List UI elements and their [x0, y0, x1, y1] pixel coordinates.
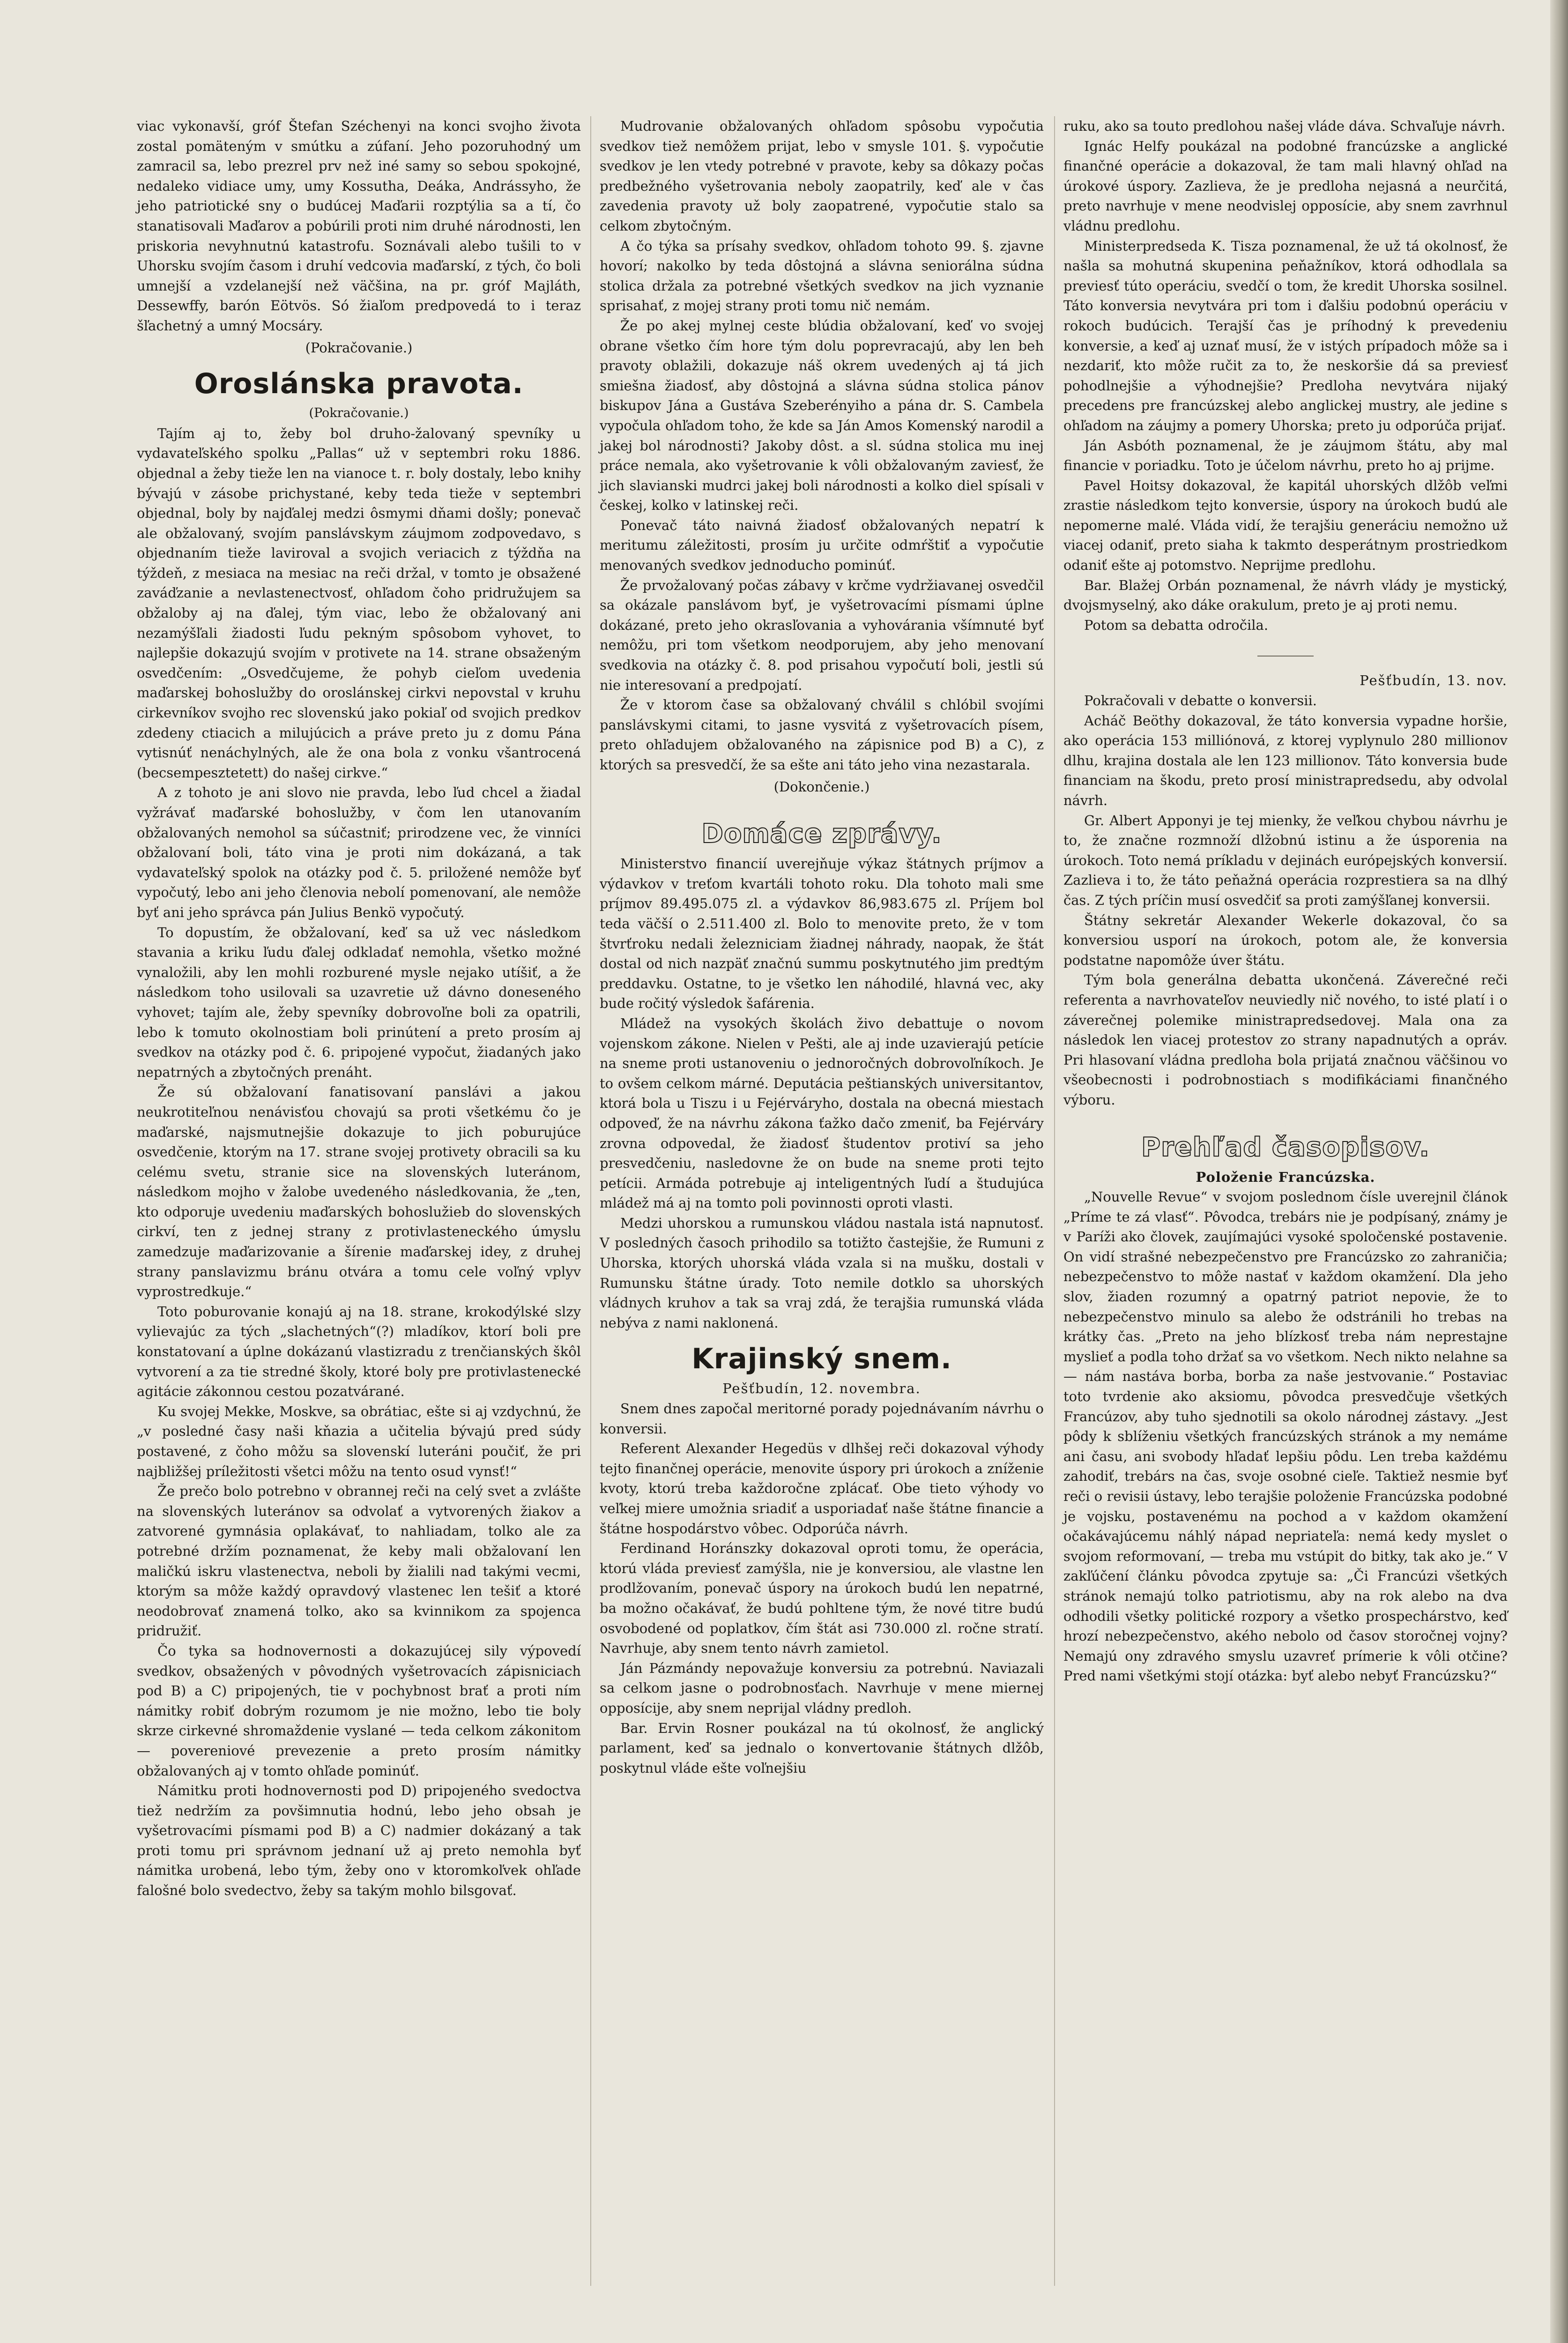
column-rule	[590, 116, 591, 2286]
paragraph: A z tohoto je ani slovo nie pravda, lebo ľud chcel a žiadal vyžrávať maďarské bohoslužby, v čom len utanovaním obžalovaných nemohol sa súčastniť; prirodzene vec, že vinníci obžalovaní boli, táto vina je proti nim dokázaná, a tak vydavateľský spolok na otázky pod č. 5. priložené nemôže byť vypočutý, lebo ani jeho členovia nebolí pomenovaní, ale nemôže byť ani jeho správca pán Julius Benkö vypočutý.	[137, 784, 581, 920]
paragraph: Ferdinand Horánszky dokazoval oproti tomu, že operácia, ktorú vláda previesť zamýšla, nie je konversiou, ale vlastne len prodlžovaním, ponevač úspory na úrokoch budú len nepatrné, ba možno očakávať, že budú pohltene tým, že nové titre budú osvobodené od poplatkov, čím štát asi 730.000 zl. ročne stratí. Navrhuje, aby snem tento návrh zamietol.	[600, 1540, 1044, 1657]
paragraph: Ku svojej Mekke, Moskve, sa obrátiac, ešte si aj vzdychnú, že „v posledné časy naši kňazia a učitelia bývajú pred súdy postavené, z čoho môžu sa slovenskí luteráni poučiť, že pri najbližšej príležitosti všetci môžu na tento osud vynsť!“	[137, 1403, 581, 1479]
conclusion-note: (Dokončenie.)	[773, 778, 870, 795]
paragraph: viac vykonavší, gróf Štefan Széchenyi na konci svojho života zostal pomäteným v smútku a zúfaní. Jeho pozoruhodný um zamracil sa, lebo prezrel prv než iné samy so sebou spokojné, nedaleko vidiace umy, umy Kossutha, Deáka, Andrássyho, že jeho patriotické sny o budúcej Maďarii rozptýlia sa a tí, čo stanatisovali Maďarov a pobúrili proti nim druhé národnosti, len priskoria nevyhnutnú katastrofu. Soznávali alebo tušili to v Uhorsku svojím časom i druhí vedcovia maďarskí, z tých, čo boli umnejší a vzdelanejší než väčšina, na pr. gróf Majláth, Dessewffy, barón Eötvös. Só žiaľom predpovedá to i teraz šľachetný a umný Mocsáry.	[137, 118, 581, 334]
paragraph: Čo tyka sa hodnovernosti a dokazujúcej sily výpovedí svedkov, obsažených v pôvodných vyšetrovacích zápisniciach pod B) a C) pripojených, tie v pochybnost brať a proti ním námitky robiť dobrým rozumom je nie možno, lebo tie boly skrze cirkevné shromaždenie vyslané — teda celkom zákonitom — povereniové prevezenie a preto prosím námitky obžalovaných aj v tomto ohľade pominúť.	[137, 1642, 581, 1779]
paragraph: Ján Pázmándy nepovažuje konversiu za potrebnú. Naviazali sa celkom jasne o podrobnosťach. Navrhuje v mene miernej opposícije, aby snem neprijal vládny predloh.	[600, 1660, 1044, 1716]
paragraph: Pavel Hoitsy dokazoval, že kapitál uhorských dlžôb veľmi zrastie následkom tejto konversie, úspory na úrokoch budú ale nepomerne malé. Vláda vidí, že terajšiu generáciu nemožno už viacej odaniť, preto siaha k takmto desperátnym prostriedkom odaniť ešte aj potomstvo. Neprijme predlohu.	[1063, 477, 1508, 574]
paragraph: Námitku proti hodnovernosti pod D) pripojeného svedoctva tiež nedržím za povšimnutia hodnú, lebo jeho obsah je vyšetrovacími písmami pod B) a C) nadmier dokázaný a tak proti tomu pri správnom jednaní už aj preto nemohla byť námitka urobená, lebo tým, žeby ono v ktoromkoľvek ohľade falošné bolo svedectvo, žeby sa takým mohlo bilsgovať.	[137, 1783, 581, 1899]
newspaper-page	[137, 116, 1509, 2291]
scan-edge	[1550, 0, 1568, 2343]
paragraph: „Nouvelle Revue“ v svojom poslednom čísle uverejnil článok „Príme te zá vlasť“. Pôvodca, trebárs nie je podpísaný, známy je v Paríži ako človek, zaujímajúci vysoké spoločenské postavenie. On vidí strašné nebezpečenstvo pre Francúzsko zo zahraničia; nebezpečenstvo to môže nastať v každom okamžení. Dla jeho slov, žiaden rozumný a opatrný patriot nepovie, že to nebezpečenstvo minulo sa alebo že odstránili ho trebas na krátky čas. „Preto na jeho blízkosť treba nám neprestajne myslieť a podla toho držať sa vo všetkom. Nech nikto nelahne sa — nám nastáva borba, borba za naše jestvovanie.“ Postaviac toto tvrdenie ako aksiomu, pôvodca presvedčuje všetkých Francúzov, aby tuho sjednotili sa okolo národnej zástavy. „Jest pôdy k sblíženiu všetkých francúzských stránok a my nemáme ani času, ani svobody hľadať lepšiu pôdu. Len treba každému zahodiť, trebárs na čas, svoje osobné cieľe. Taktiež nesmie byť reči o revisii ústavy, lebo terajšie položenie Francúzska podobné je vojsku, postavenému na pochod a v každom okamžení očakávajúcemu náhlý nápad nepriateľa: nemá kedy myslet o svojom reformovaní, — treba mu vstúpit do bitky, tak ako je.“ V zakľúčení článku pôvodca zpytuje sa: „Či Francúzi všetkých stránok nemajú tolko patriotismu, aby na rok alebo na dva odhodili všetky politické rozpory a všetko prospechárstvo, keď hrozí nebezpečenstvo, akého nebolo od časov storočnej vojny? Nemajú ony zdravého smyslu uzavreť prímerie k vôli otčine? Pred nami všetkými stojí otázka: byť alebo nebyť Francúzsku?“	[1063, 1189, 1508, 1684]
paragraph: A čo týka sa prísahy svedkov, ohľadom tohoto 99. §. zjavne hovorí; nakolko by teda dôstojná a slávna seniorálna súdna stolica držala za potrebné všetkých svedkov na jich vyznanie sprisahať, z mojej strany proti tomu nič nemám.	[600, 238, 1044, 314]
paragraph: Že v ktorom čase sa obžalovaný chválil s chlóbil svojími panslávskymi citami, to jasne vysvitá z vyšetrovacích písem, preto ohľadujem obžalovaného na zápisnice pod B) a C), z ktorých sa presvedčí, že sa ešte ani táto jeho vina nezastarala.	[600, 697, 1044, 773]
dateline: Pešťbudín, 13. nov.	[1360, 672, 1508, 689]
paragraph: Bar. Ervin Rosner poukázal na tú okolnosť, že anglický parlament, keď sa jednalo o konvertovanie štátnych dlžôb, poskytnul vláde ešte voľnejšiu	[600, 1720, 1044, 1776]
paragraph: Ministerstvo financií uverejňuje výkaz štátnych príjmov a výdavkov v treťom kvartáli tohoto roku. Dla tohoto mali sme príjmov 89.495.075 zl. a výdavkov 86,983.675 zl. Príjem bol teda väčší o 2.511.400 zl. Bolo to menovite preto, že v tom štvrťroku nedali železniciam žiadnej náhrady, naopak, že štát dostal od nich nazpäť značnú summu poskytnutého jim predtým preddavku. Ostatne, to je všetko len náhodilé, hlavná vec, aky bude ročitý výsledok šafárenia.	[600, 856, 1044, 1012]
separator	[1257, 656, 1314, 657]
paragraph: Mudrovanie obžalovaných ohľadom spôsobu vypočutia svedkov tiež nemôžem prijat, lebo v smysle 101. §. vypočutie svedkov je len vtedy potrebné v pravote, keby sa dôkazy počas predbežného vyšetrovania neboly zaopatrily, keď ale v čas zavedenia pravoty už boly zaopatrené, vypočutie stalo sa celkom zbytočným.	[600, 118, 1044, 234]
paragraph: Ponevač táto naivná žiadosť obžalovaných nepatrí k meritumu záležitosti, prosím ju určite odmŕštiť a vypočutie menovaných svedkov jednoducho pominúť.	[600, 517, 1044, 574]
section-heading-diet: Krajinský snem.	[691, 1343, 952, 1376]
paragraph: Že prečo bolo potrebno v obrannej reči na celý svet a zvlášte na slovenských luteránov sa odvolať a vytvorených žiakov a zatvorené gymnásia oplakávať, to nahliadam, tolko ale za potrebné držím poznamenat, že keby mali obžalovaní len maličkú iskru vlastenectva, neboli by žialili nad takými vecmi, ktorým sa môže každý opravdový vlastenec len tešiť a ktoré neodobrovať znamená tolko, ako sa kvinnikom za spojenca pridružiť.	[137, 1483, 581, 1639]
paragraph: Že po akej mylnej ceste blúdia obžalovaní, keď vo svojej obrane všetko čím hore tým dolu poprevracajú, aby len beh pravoty oblažili, dokazuje náš okrem uvedených aj tá jich smiešna žiadosť, aby dôstojná a slávna súdna stolica pánov biskupov Jána a Gustáva Szeberényiho a pána dr. S. Cambela vypočula ohľadom toho, že kde sa Ján Amos Komenský narodil a jakej bol národnosti? Jakoby dôst. a sl. súdna stolica mu inej práce nemala, ako vyšetrovanie k vôli obžalovaným zaviesť, že jich slavianski mudrci jakej boli národnosti a kolko diel spísali v českej, kolko v latinskej reči.	[600, 317, 1044, 514]
continuation-note: (Pokračovanie.)	[305, 339, 413, 356]
column-2	[600, 116, 1044, 1778]
paragraph: Tajím aj to, žeby bol druho-žalovaný spevníky u vydavateľského spolku „Pallas“ už v septembri roku 1886. objednal a žeby tieže len na vianoce t. r. boly dostaly, lebo knihy bývajú v zásobe prichystané, keby teda tieže v septembri objednal, boly by najďalej medzi ôsmymi dňami došly; ponevač ale obžalovaný, svojím panslávskym záujmom zodpovedavo, s objednaním tieže laviroval a svojich veriacich z týždňa na týždeň, z mesiaca na mesiac na reči držal, v tomto je obsažené zaváďzanie a nevlastenectvosť, ohľadom čoho pridružujem sa obžaloby aj na ďalej, tým viac, lebo že obžalovaný ani nezamýšľali žiadosti ľudu pekným spôsobom vyhovet, to najlepšie dokazujú svojím v protivete na 14. strane obsaženým osvedčením: „Osvedčujeme, že pohyb cieľom uvedenia maďarskej bohoslužby do oroslánskej cirkvi nepovstal v kruhu cirkevníkov svojho rec slovenskú jako pokiaľ od svojich predkov zdedeny ctiacich a milujúcich a práve preto ju z domu Pána vytisnúť nenáchylných, ale že ona bola z vonku všantrocená (becsempesztetett) do našej cirkve.“	[137, 425, 581, 781]
paragraph: Ignác Helfy poukázal na podobné francúzske a anglické finančné operácie a dokazoval, že tam mali hlavný ohľad na úrokové úspory. Zazlieva, že je predloha nejasná a neurčitá, preto navrhuje v mene neodvislej opposície, aby snem zavrhnul vládnu predlohu.	[1063, 138, 1508, 234]
article-heading: Oroslánska pravota.	[194, 367, 524, 401]
paragraph: Potom sa debatta odročila.	[1084, 617, 1269, 633]
paragraph: Snem dnes započal meritorné porady pojednávaním návrhu o konversii.	[600, 1401, 1044, 1437]
paragraph: Acháč Beöthy dokazoval, že táto konversia vypadne horšie, ako operácia 153 milliónová, z ktorej vyplynulo 280 millionov dlhu, krajina dostala ale len 123 millionov. Táto konversia bude financiam na škodu, preto prosí ministrapredsedu, aby odvolal návrh.	[1063, 712, 1508, 808]
paragraph: Že prvožalovaný počas zábavy v krčme vydržiavanej osvedčil sa okázale panslávom byť, je vyšetrovacími písmami úplne dokázané, preto jeho okrasľovania a vyhovárania všímnuté byť nemôžu, pri tom všetkom neodporujem, aby jeho menovaní svedkovia na otázky č. 8. pod prisahou vypočutí boli, jestli sú nie interesovaní a predpojatí.	[600, 577, 1044, 693]
column-1	[137, 116, 581, 1901]
column-3	[1063, 116, 1508, 1686]
paragraph: Bar. Blažej Orbán poznamenal, že návrh vlády je mystický, dvojsmyselný, ako dáke orakulum, preto je aj proti nemu.	[1063, 577, 1508, 613]
paragraph: Pokračovali v debatte o konversii.	[1084, 693, 1317, 709]
paragraph: Toto poburovanie konajú aj na 18. strane, krokodýlské slzy vylievajúc za tých „slachetných“(?) mladíkov, ktorí boli pre konstatovaní a úplne dokázanú vlastizradu z trenčianských škôl vytvorení a za tie stredné školy, ktoré boly pre protivlastenecké agitácie zákonnou cestou pozatvárané.	[137, 1303, 581, 1400]
paragraph: Gr. Albert Apponyi je tej mienky, že veľkou chybou návrhu je to, že značne rozmnoží dlžobnú istinu a že úsporenia na úrokoch. Toto nemá príkladu v dejinách európejských konversií. Zazlieva i to, že táto peňažná operácia rozprestiera sa na dlhý čas. Z tých príčin musí osvedčiť sa proti zamýšľanej konversii.	[1063, 812, 1508, 908]
column-rule	[1054, 116, 1055, 2286]
continuation-note: (Pokračovanie.)	[309, 406, 409, 421]
paragraph: Ján Asbóth poznamenal, že je záujmom štátu, aby mal financie v poriadku. Toto je účelom návrhu, preto ho aj prijme.	[1063, 437, 1508, 474]
paragraph: To dopustím, že obžalovaní, keď sa už vec následkom stavania a kriku ľudu ďalej odkladať nemohla, všetko možné vynaložili, aby len mohli rozburené mysle nejako utíšiť, a že následkom toho usilovali sa uzavretie už dávno doneseného vyhovet; tajím ale, žeby spevníky dobrovoľne boli za opatrili, lebo k tomuto okolnostiam boli prinútení a preto prosím aj svedkov na otázky pod č. 6. pripojené vypočut, žiadaných jako nepatrných a zbytočných prenáht.	[137, 924, 581, 1080]
section-heading-press-review: Prehľad časopisov.	[1141, 1132, 1430, 1163]
paragraph: Medzi uhorskou a rumunskou vládou nastala istá napnutosť. V posledných časoch prihodilo sa totižto častejšie, že Rumuni z Uhorska, ktorých uhorská vláda vzala si na mušku, dostali v Rumunsku štátne úrady. Toto nemile dotklo sa uhorských vládnych kruhov a tak sa vraj zdá, že terajšia rumunská vláda nebýva z nami naklonená.	[600, 1215, 1044, 1331]
paragraph: Štátny sekretár Alexander Wekerle dokazoval, čo sa konversiou usporí na úrokoch, potom ale, že konversia podstatne napomôže úver štátu.	[1063, 912, 1508, 968]
paragraph: Ministerpredseda K. Tisza poznamenal, že už tá okolnosť, že našla sa mohutná skupenina peňažníkov, ktorá odhodlala sa previesť túto operáciu, svedčí o tom, že kredit Uhorska sosilnel. Táto konversia nevytvára pri tom i ďalšiu podobnú operáciu v rokoch budúcich. Terajší čas je príhodný k prevedeniu konversie, a keď aj uznať musí, že v istých prípadoch môže sa i nezdariť, kto môže ručit za to, že neskoršie dá sa previesť pohodlnejšie a výhodnejšie? Predloha nevytvára nijaký precedens pre francúzskej alebo anglickej mustry, ale jedine s ohľadom na záujmy a pomery Uhorska; preto ju odporúča prijať.	[1063, 238, 1508, 433]
paragraph: Tým bola generálna debatta ukončená. Záverečné reči referenta a navrhovateľov neuviedly nič nového, to isté platí i o záverečnej polemike ministrapredsedovej. Mala ona za následok len viacej protestov zo strany napadnutých a opráv. Pri hlasovaní vládna predloha bola prijatá značnou väčšinou vo všeobecnosti i podrobnostiach s modifikáciami finančného výboru.	[1063, 972, 1508, 1108]
paragraph: Mládež na vysokých školách živo debattuje o novom vojenskom zákone. Nielen v Pešti, ale aj inde uzavierajú petície na sneme proti ustanoveniu o jednoročných dobrovoľníkoch. Je to ovšem celkom márné. Deputácia peštianských universitantov, ktorá bola u Tiszu i u Fejérváryho, dostala na obecná miestach odpoveď, že na návrhu zákona ťažko dačo zmeniť, ba Fejérváry zrovna odpovedal, že žiadosť študentov protiví sa jeho presvedčeniu, nasledovne že on bude na sneme proti tejto petícii. Armáda potrebuje aj inteligentných ľudí a študujúca mládež má aj na tomto poli povinnosti oproti vlasti.	[600, 1015, 1044, 1211]
section-heading-domestic-news: Domáce zprávy.	[701, 819, 942, 850]
dateline: Pešťbudín, 12. novembra.	[722, 1380, 921, 1397]
paragraph: Že sú obžalovaní fanatisovaní panslávi a jakou neukrotiteľnou nenávisťou chovajú sa proti všetkému čo je maďarské, najsmutnejšie dokazuje to jich poburujúce osvedčenie, ktorým na 17. strane svojej protivety obracili sa ku celému svetu, stranie sice na slovenských luteránom, následkom mojho v žalobe uvedeného následkovania, že „ten, kto odporuje uvedeniu maďarských bohoslužieb do slovenských cirkví, ten z jednej strany z protivlasteneckého úmyslu zamedzuje maďarizovanie a šírenie maďarskej idey, z druhej strany panslavizmu bránu otvára a tomu cele voľný vplyv vyprostredkuje.“	[137, 1084, 581, 1300]
article-subheading: Položenie Francúzska.	[1196, 1169, 1375, 1185]
paragraph: Referent Alexander Hegedüs v dlhšej reči dokazoval výhody tejto finančnej operácie, menovite úspory pri úrokoch a zníženie kvoty, ktorú treba každoročne zplácať. Obe tieto výhody vo veľkej miere umožnia sriadiť a usporiadať naše štátne financie a štátne hospodárstvo vôbec. Odporúča návrh.	[600, 1440, 1044, 1537]
paragraph: ruku, ako sa touto predlohou našej vláde dáva. Schvaľuje návrh.	[1063, 118, 1506, 134]
